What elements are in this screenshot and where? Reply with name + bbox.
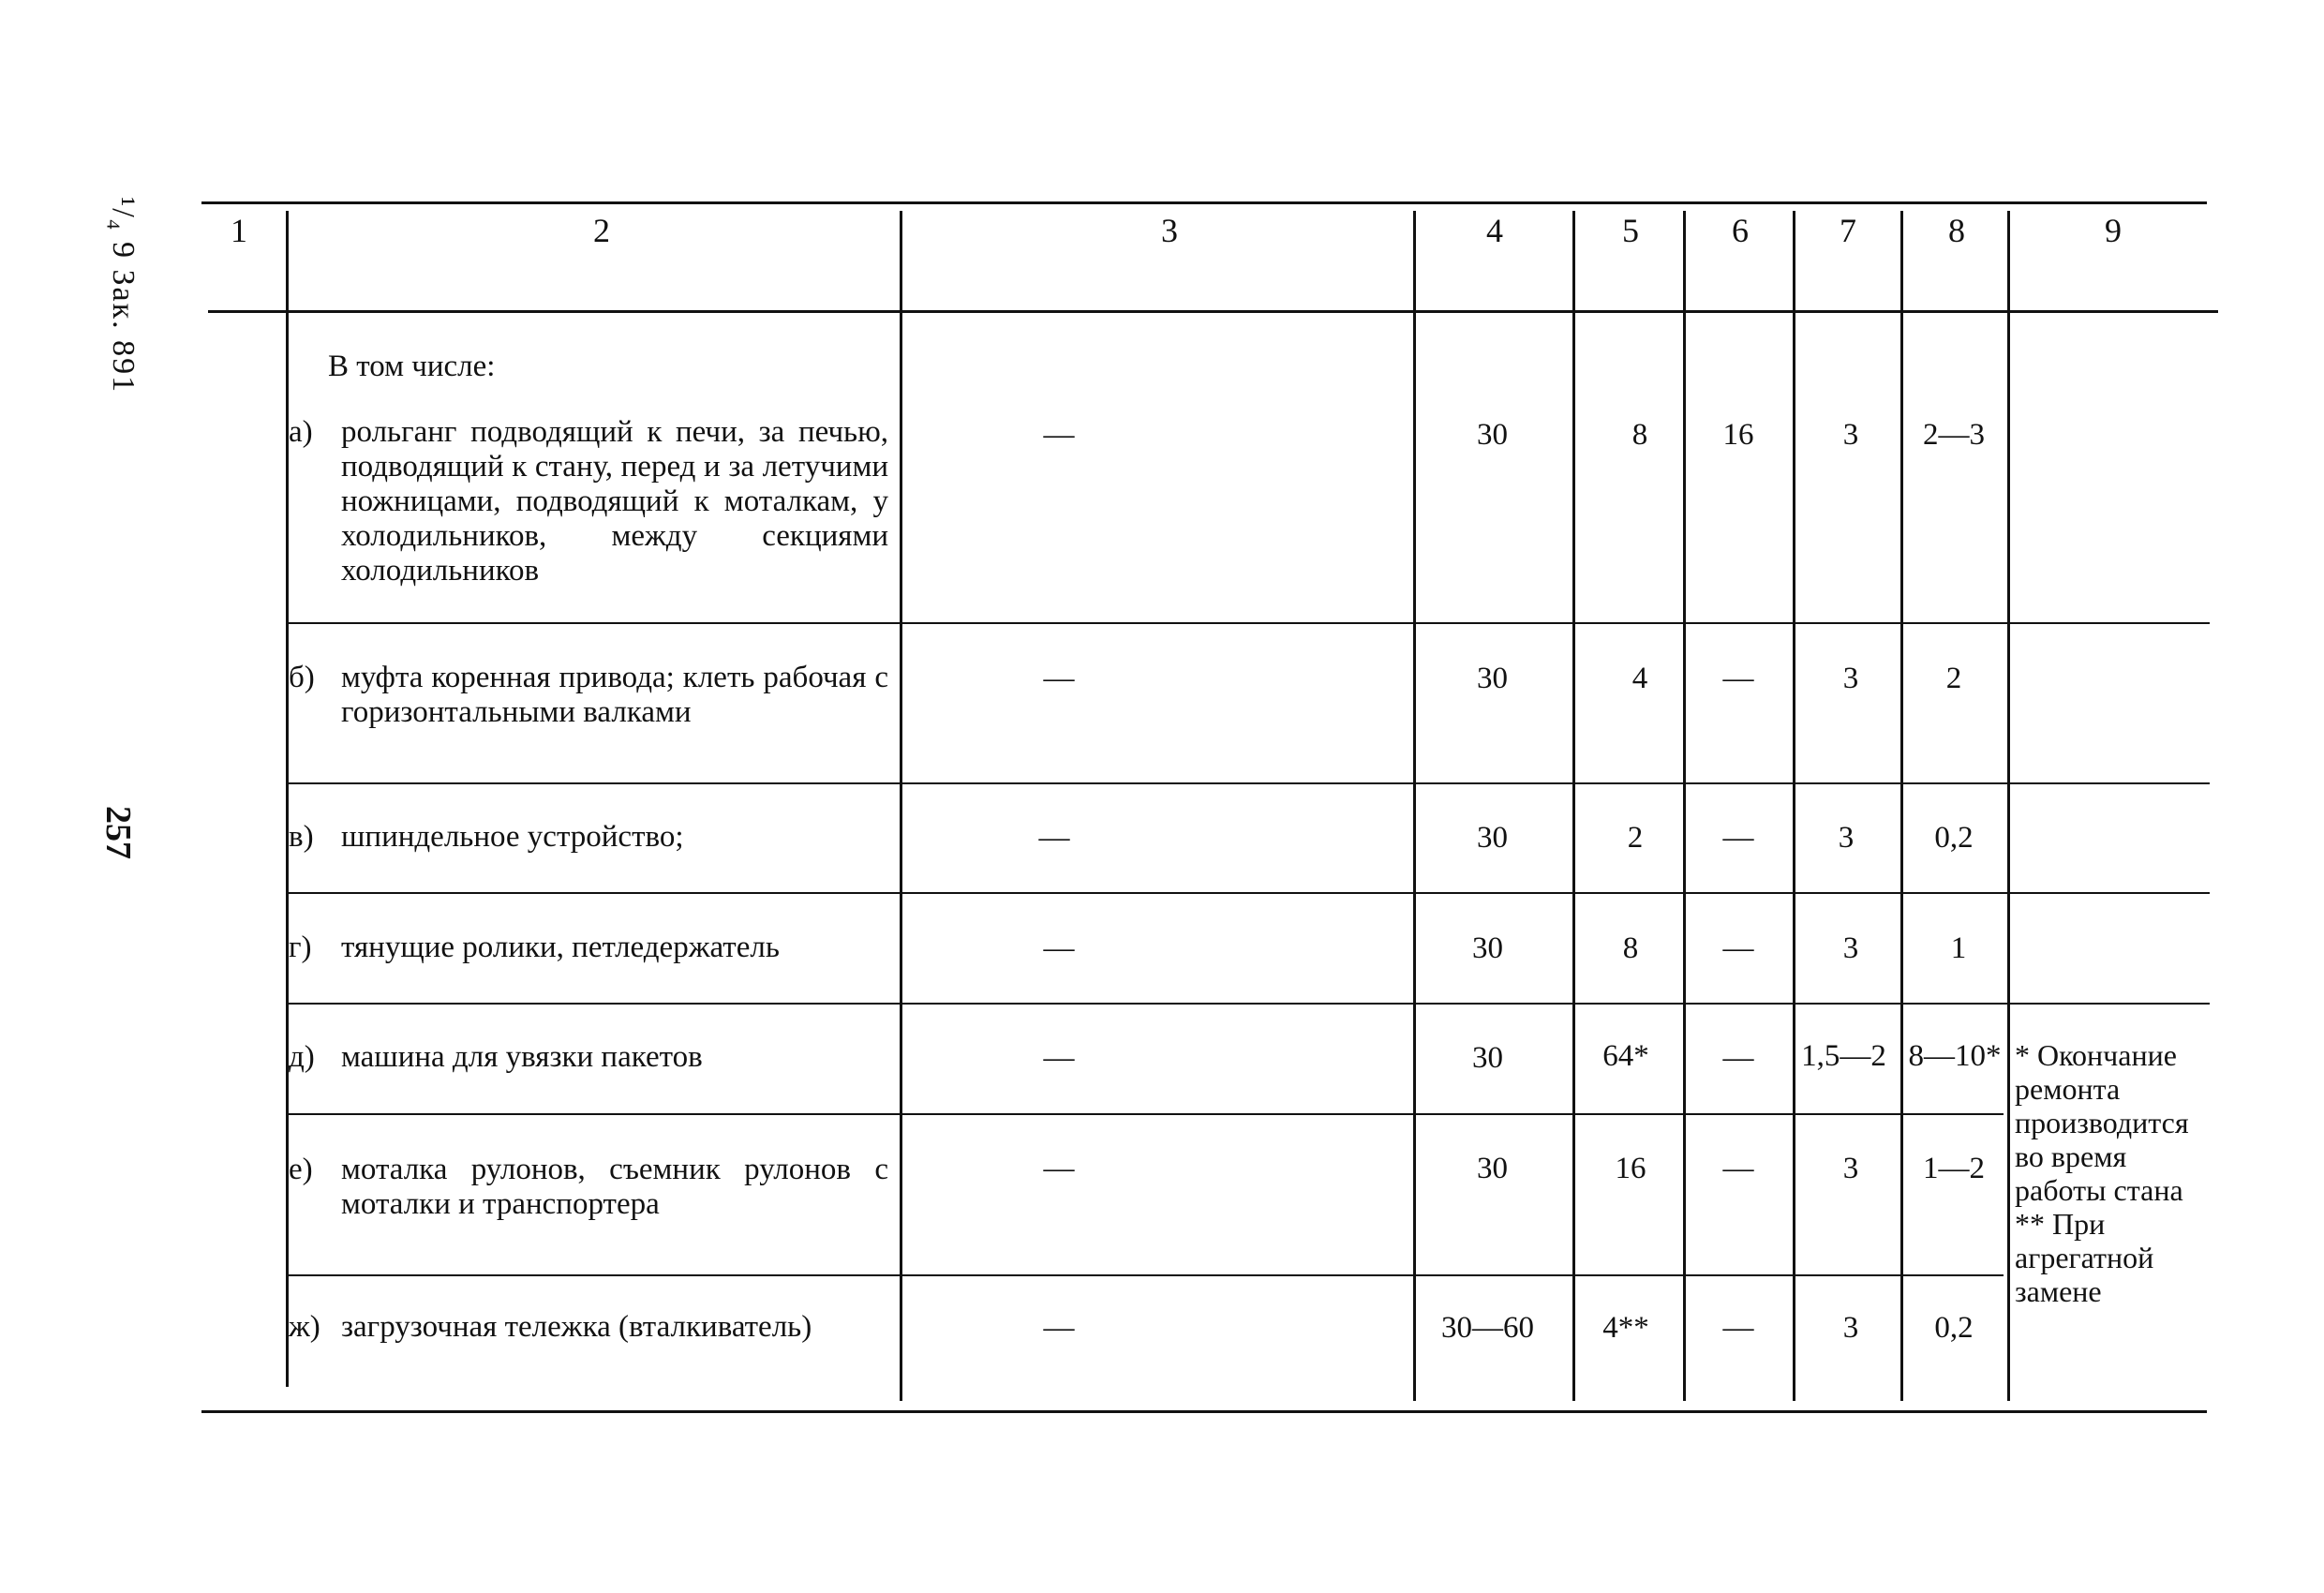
note-repair: * Окончание ремонта производится во время работы стана	[2015, 1038, 2189, 1207]
col-header-8: 8	[1948, 212, 1965, 249]
col-header-9: 9	[2105, 212, 2122, 249]
row-label: ж)	[289, 1310, 320, 1344]
col-header-3: 3	[1161, 212, 1178, 249]
row-text: муфта коренная привода; клеть рабочая с горизонтальными валками	[341, 661, 888, 729]
row-divider	[289, 782, 2210, 784]
cell-c7: 3	[1838, 821, 1855, 855]
cell-c4: 30	[1477, 821, 1508, 855]
column-9-notes	[2015, 1038, 2202, 1308]
cell-c3: —	[1043, 931, 1075, 965]
cell-c5: 16	[1615, 1152, 1646, 1185]
cell-c8: 0,2	[1934, 821, 1974, 855]
table-row-v-desc	[289, 820, 888, 855]
cell-c6: —	[1722, 1152, 1754, 1185]
cell-c4: 30	[1477, 662, 1508, 695]
intro-text: В том числе:	[328, 350, 496, 383]
cell-c6: —	[1722, 1311, 1754, 1345]
cell-c5: 8	[1631, 418, 1648, 452]
col-header-1: 1	[231, 212, 247, 249]
note-replacement: замене	[2015, 1274, 2102, 1308]
cell-c5: 4	[1631, 662, 1648, 695]
cell-c8: 1	[1950, 931, 1967, 965]
cell-c4: 30	[1477, 1152, 1508, 1185]
cell-c3: —	[1043, 1311, 1075, 1345]
table-row-a-desc	[289, 415, 888, 588]
cell-c6: —	[1722, 1041, 1754, 1075]
row-divider	[289, 1003, 2210, 1005]
col-header-5: 5	[1622, 212, 1639, 249]
cell-c4: 30	[1477, 418, 1508, 452]
table-row-zh-desc	[289, 1310, 888, 1345]
row-label: д)	[289, 1040, 315, 1074]
cell-c4: 30	[1472, 931, 1503, 965]
col-divider	[1793, 211, 1795, 1401]
row-text: моталка рулонов, съемник рулонов с моталки и транспортера	[341, 1153, 888, 1221]
cell-c3: —	[1043, 1041, 1075, 1075]
row-text: тянущие ролики, петледержатель	[341, 930, 780, 964]
cell-c8: 2	[1945, 662, 1962, 695]
table-row-b-desc	[289, 661, 888, 730]
cell-c8: 2—3	[1923, 418, 1985, 452]
col-divider	[900, 211, 902, 1401]
col-divider	[1900, 211, 1903, 1401]
col-header-7: 7	[1840, 212, 1856, 249]
col-divider	[1413, 211, 1416, 1401]
cell-c8: 0,2	[1934, 1311, 1974, 1345]
cell-c6: 16	[1722, 418, 1754, 452]
col-divider	[1572, 211, 1575, 1401]
row-text: рольганг подводящий к печи, за печью, подводящий к стану, перед и за летучими ножницами, подводящий к моталкам, у холодильников, между секциями холодильников	[341, 415, 888, 588]
table-row-g-desc	[289, 930, 888, 965]
header-bottom-rule	[208, 310, 2218, 313]
page-number: 257	[98, 806, 138, 859]
row-divider	[289, 892, 2210, 894]
order-note: ¹/₄ 9 Зак. 891	[106, 197, 141, 395]
col-header-2: 2	[593, 212, 610, 249]
row-label: е)	[289, 1153, 313, 1186]
col-divider	[2007, 211, 2010, 1401]
cell-c5: 4**	[1602, 1311, 1649, 1345]
row-label: б)	[289, 661, 315, 694]
row-text: загрузочная тележка (вталкиватель)	[341, 1310, 812, 1344]
cell-c8: 8—10*	[1908, 1039, 2002, 1073]
cell-c7: 3	[1842, 662, 1859, 695]
table-bottom-rule	[201, 1410, 2207, 1413]
cell-c3: —	[1038, 821, 1070, 855]
cell-c6: —	[1722, 662, 1754, 695]
cell-c7: 3	[1842, 418, 1859, 452]
row-divider	[289, 1274, 2004, 1276]
cell-c7: 1,5—2	[1801, 1039, 1886, 1073]
cell-c4: 30	[1472, 1041, 1503, 1075]
cell-c6: —	[1722, 821, 1754, 855]
col-divider	[1683, 211, 1686, 1401]
cell-c3: —	[1043, 418, 1075, 452]
col-header-6: 6	[1732, 212, 1749, 249]
table-row-d-desc	[289, 1040, 888, 1075]
cell-c6: —	[1722, 931, 1754, 965]
cell-c5: 8	[1622, 931, 1639, 965]
cell-c5: 64*	[1602, 1039, 1649, 1073]
row-text: машина для увязки пакетов	[341, 1040, 703, 1074]
cell-c5: 2	[1627, 821, 1644, 855]
cell-c3: —	[1043, 1152, 1075, 1185]
table-row-e-desc	[289, 1153, 888, 1222]
cell-c7: 3	[1842, 1311, 1859, 1345]
note-aggregate: ** При агрегатной	[2015, 1207, 2154, 1274]
row-text: шпиндельное устройство;	[341, 820, 684, 854]
cell-c7: 3	[1842, 1152, 1859, 1185]
col-header-4: 4	[1486, 212, 1503, 249]
row-label: а)	[289, 415, 313, 449]
table-top-rule	[201, 201, 2207, 204]
cell-c7: 3	[1842, 931, 1859, 965]
row-divider	[289, 622, 2210, 624]
cell-c4: 30—60	[1441, 1311, 1534, 1345]
row-divider	[289, 1113, 2004, 1115]
cell-c8: 1—2	[1923, 1152, 1985, 1185]
row-label: в)	[289, 820, 314, 854]
cell-c3: —	[1043, 662, 1075, 695]
row-label: г)	[289, 930, 312, 964]
